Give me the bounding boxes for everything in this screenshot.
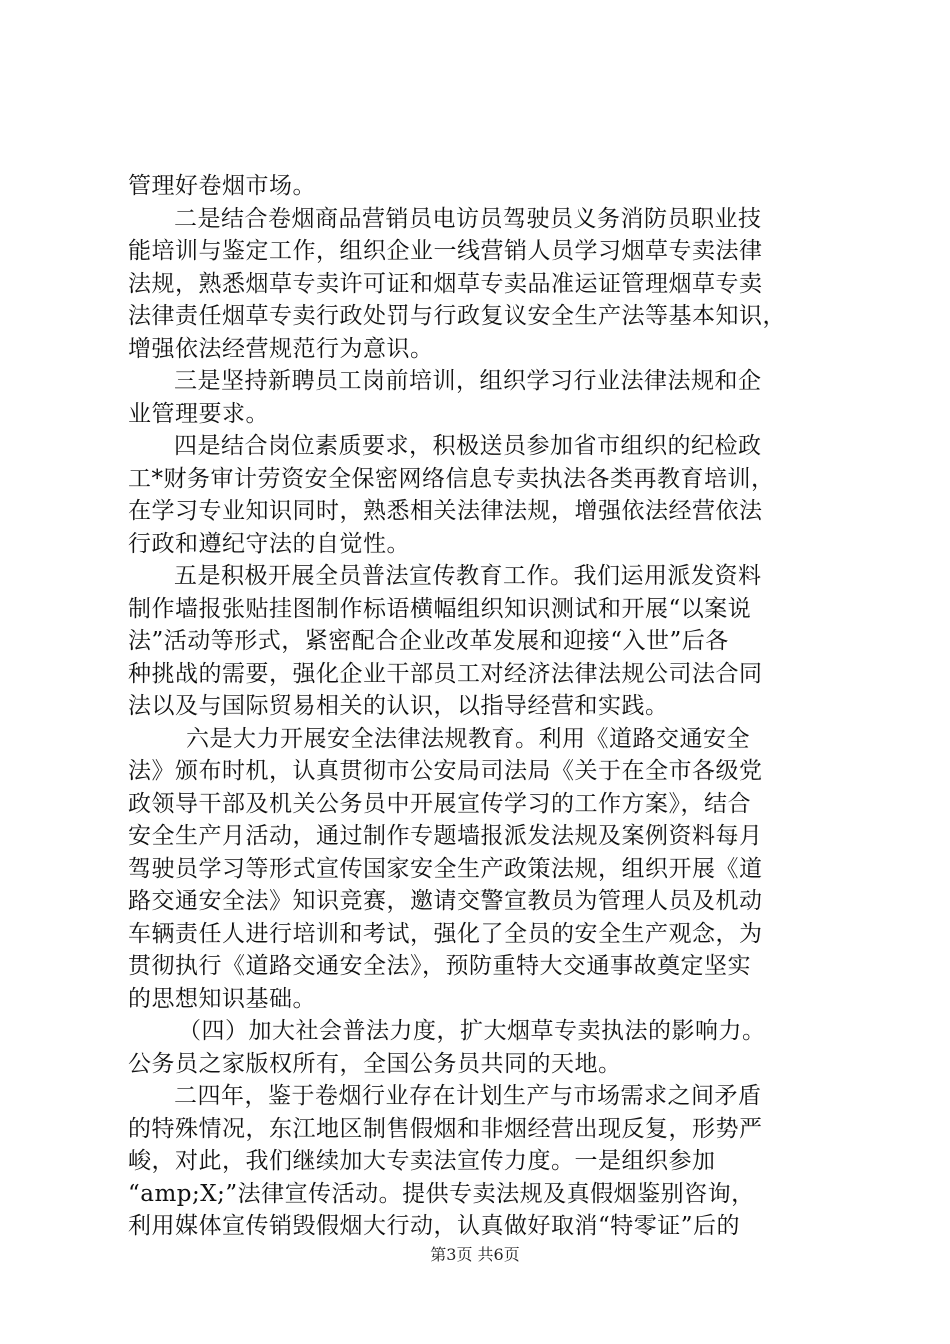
text-line: 在学习专业知识同时，熟悉相关法律法规，增强依法经营依法 xyxy=(128,498,763,524)
text-line: 五是积极开展全员普法宣传教育工作。我们运用派发资料 xyxy=(174,563,762,589)
text-line: 管理好卷烟市场。 xyxy=(128,173,316,199)
page-footer: 第3页 共6页 xyxy=(430,1245,520,1264)
text-line: 法以及与国际贸易相关的认识，以指导经营和实践。 xyxy=(128,693,669,719)
text-line: 制作墙报张贴挂图制作标语横幅组织知识测试和开展“以案说 xyxy=(128,595,752,622)
text-line: 二是结合卷烟商品营销员电访员驾驶员义务消防员职业技 xyxy=(174,205,762,232)
text-line: （四）加大社会普法力度，扩大烟草专卖执法的影响力。 xyxy=(178,1018,766,1044)
text-line: 增强依法经营规范行为意识。 xyxy=(128,335,434,362)
text-line: 法”活动等形式，紧密配合企业改革发展和迎接“入世”后各 xyxy=(128,628,729,654)
text-line: 利用媒体宣传销毁假烟大行动，认真做好取消“特零证”后的 xyxy=(128,1213,741,1239)
text-line: 业管理要求。 xyxy=(128,400,269,427)
text-line: 六是大力开展安全法律法规教育。利用《道路交通安全 xyxy=(186,725,750,752)
text-line: 车辆责任人进行培训和考试，强化了全员的安全生产观念，为 xyxy=(128,920,763,947)
text-line: 法律责任烟草专卖行政处罚与行政复议安全生产法等基本知识， xyxy=(128,303,786,329)
text-line: 法规，熟悉烟草专卖许可证和烟草专卖品准运证管理烟草专卖 xyxy=(128,270,763,297)
text-line: 行政和遵纪守法的自觉性。 xyxy=(128,530,410,557)
text-line: 种挑战的需要，强化企业干部员工对经济法律法规公司法合同 xyxy=(128,660,763,687)
text-line: 的思想知识基础。 xyxy=(128,985,316,1012)
text-line: “amp;X;”法律宣传活动。提供专卖法规及真假烟鉴别咨询， xyxy=(128,1180,755,1207)
text-line: 驾驶员学习等形式宣传国家安全生产政策法规，组织开展《道 xyxy=(128,855,763,882)
text-line: 工*财务审计劳资安全保密网络信息专卖执法各类再教育培训， xyxy=(128,465,775,492)
text-line: 峻，对此，我们继续加大专卖法宣传力度。一是组织参加 xyxy=(128,1148,716,1174)
text-line: 四是结合岗位素质要求，积极送员参加省市组织的纪检政 xyxy=(174,433,762,459)
text-line: 贯彻执行《道路交通安全法》，预防重特大交通事故奠定坚实 xyxy=(128,953,751,979)
text-line: 能培训与鉴定工作，组织企业一线营销人员学习烟草专卖法律 xyxy=(128,238,763,264)
text-line: 路交通安全法》知识竞赛，邀请交警宣教员为管理人员及机动 xyxy=(128,888,763,914)
text-line: 公务员之家版权所有，全国公务员共同的天地。 xyxy=(128,1050,622,1077)
document-body xyxy=(128,170,828,1243)
text-line: 法》颁布时机，认真贯彻市公安局司法局《关于在全市各级党 xyxy=(128,758,763,784)
text-line: 三是坚持新聘员工岗前培训，组织学习行业法律法规和企 xyxy=(174,368,762,394)
text-line: 的特殊情况，东江地区制售假烟和非烟经营出现反复，形势严 xyxy=(128,1115,763,1142)
text-line: 安全生产月活动，通过制作专题墙报派发法规及案例资料每月 xyxy=(128,823,763,849)
text-line: 二四年，鉴于卷烟行业存在计划生产与市场需求之间矛盾 xyxy=(174,1083,762,1109)
text-line: 政领导干部及机关公务员中开展宣传学习的工作方案》，结合 xyxy=(128,790,751,817)
